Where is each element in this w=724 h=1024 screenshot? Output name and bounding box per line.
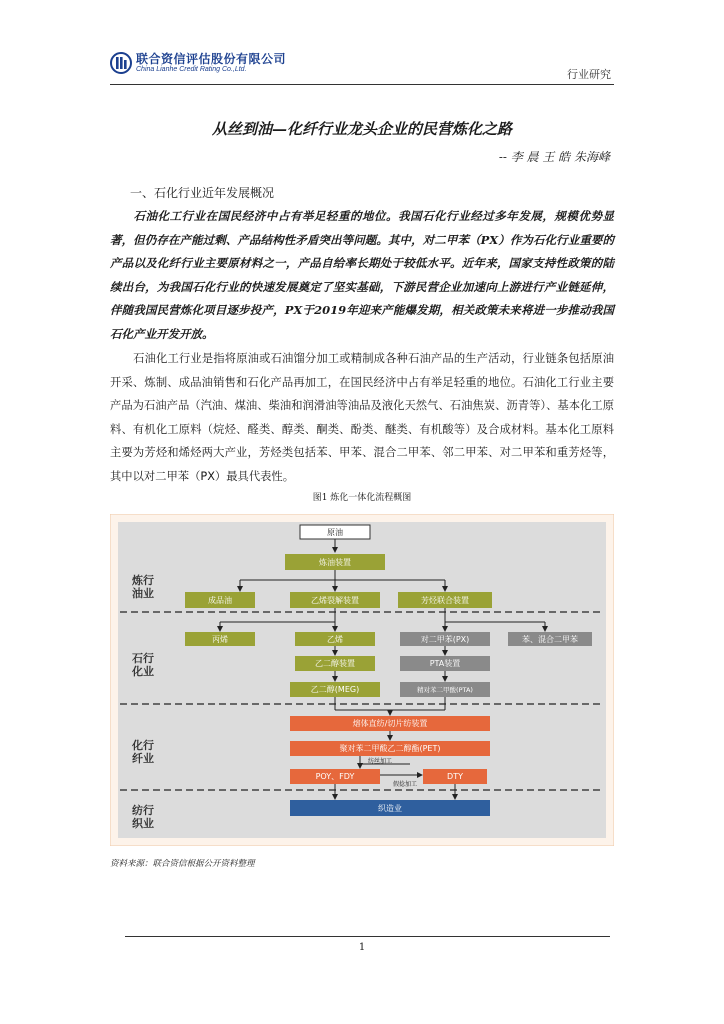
header-category: 行业研究 <box>567 68 611 81</box>
node-dty: DTY <box>447 772 463 781</box>
node-refinery: 炼油装置 <box>319 558 351 567</box>
section-label-fiber <box>131 738 154 765</box>
node-propylene: 丙烯 <box>212 635 228 644</box>
figure-source: 资料来源：联合资信根据公开资料整理 <box>110 859 255 869</box>
node-melt-spinning: 熔体直纺/切片纺装置 <box>352 719 428 728</box>
section-heading: 一、石化行业近年发展概况 <box>130 186 275 200</box>
section-label-line: 纤业 <box>132 752 154 766</box>
node-products-oil: 成品油 <box>208 596 232 605</box>
section-label-refining <box>131 573 154 600</box>
node-aromatics-complex: 芳烃联合装置 <box>421 596 469 605</box>
authors: -- 李 晨 王 皓 朱海峰 <box>498 150 610 164</box>
page-title: 从丝到油—化纤行业龙头企业的民营炼化之路 <box>211 120 512 138</box>
node-pta-unit: PTA装置 <box>429 659 461 668</box>
node-weaving: 织造业 <box>378 804 402 813</box>
section-label-line: 石行 <box>132 652 154 665</box>
paragraph-body <box>110 347 614 489</box>
refining-flow-diagram <box>110 514 614 846</box>
section-label-textile <box>132 803 154 830</box>
logo-company-name: 联合资信评估股份有限公司 <box>136 52 287 66</box>
section-label-line: 化行 <box>132 739 154 752</box>
node-meg: 乙二醇(MEG) <box>310 685 360 694</box>
node-pta: 精对苯二甲酸(PTA) <box>417 686 473 694</box>
paragraph-summary-text: 石油化工行业在国民经济中占有举足轻重的地位。我国石化行业经过多年发展，规模优势显著，但仍存在产能过剩、产品结构性矛盾突出等问题。其中，对二甲苯（PX）作为石化行业重要的产品以及化纤行业主要原材料之一，产品自给率长期处于较低水平。近年来，国家支持性政策的陆续出台，为我国石化行业的快速发展奠定了坚实基础，下游民营企业加速向上游进行产业链延伸，伴随我国民营炼化项目逐步投产，PX于2019年迎来产能爆发期，相关政策未来将进一步推动我国石化产业开发开放。 <box>110 209 614 341</box>
node-pet: 聚对苯二甲酸乙二醇酯(PET) <box>339 744 441 753</box>
node-crude: 原油 <box>327 528 343 537</box>
node-px: 对二甲苯(PX) <box>420 635 470 644</box>
page-number: 1 <box>358 942 366 953</box>
node-ethylene-cracker: 乙烯裂解装置 <box>311 596 359 605</box>
node-poy-fdy: POY、FDY <box>315 772 355 781</box>
paragraph-summary <box>110 205 614 347</box>
company-logo-icon <box>110 52 132 74</box>
figure-caption: 图1 炼化一体化流程概图 <box>312 493 412 503</box>
section-label-line: 纺行 <box>132 804 154 817</box>
logo-company-name-en: China Lianhe Credit Rating Co.,Ltd. <box>136 66 247 73</box>
label-texturing: 假捻加工 <box>393 781 418 788</box>
section-label-line: 织业 <box>132 817 154 831</box>
section-label-petrochem <box>131 651 154 678</box>
node-eg-unit: 乙二醇装置 <box>315 659 355 668</box>
section-label-line: 化业 <box>132 665 154 679</box>
section-label-line: 炼行 <box>132 574 154 587</box>
section-label-line: 油业 <box>132 587 154 601</box>
node-ethylene: 乙烯 <box>327 635 343 644</box>
paragraph-body-text: 石油化工行业是指将原油或石油馏分加工或精制成各种石油产品的生产活动，行业链条包括原油开采、炼制、成品油销售和石化产品再加工，在国民经济中占有举足轻重的地位。石油化工行业主要产品为石油产品（汽油、煤油、柴油和润滑油等油品及液化天然气、石油焦炭、沥青等）、基本化工原料、有机化工原料（烷烃、醛类、醇类、酮类、酚类、醚类、有机酸等）及合成材料。基本化工原料主要为芳烃和烯烃两大产业，芳烃类包括苯、甲苯、混合二甲苯、邻二甲苯、对二甲苯和重芳烃等，其中以对二甲苯（PX）最具代表性。 <box>110 352 614 483</box>
footer-divider <box>125 936 610 937</box>
node-benzene-xylene: 苯、混合二甲苯 <box>522 635 578 644</box>
header-divider <box>110 84 614 85</box>
label-spinning: 纺丝加工 <box>368 758 393 765</box>
